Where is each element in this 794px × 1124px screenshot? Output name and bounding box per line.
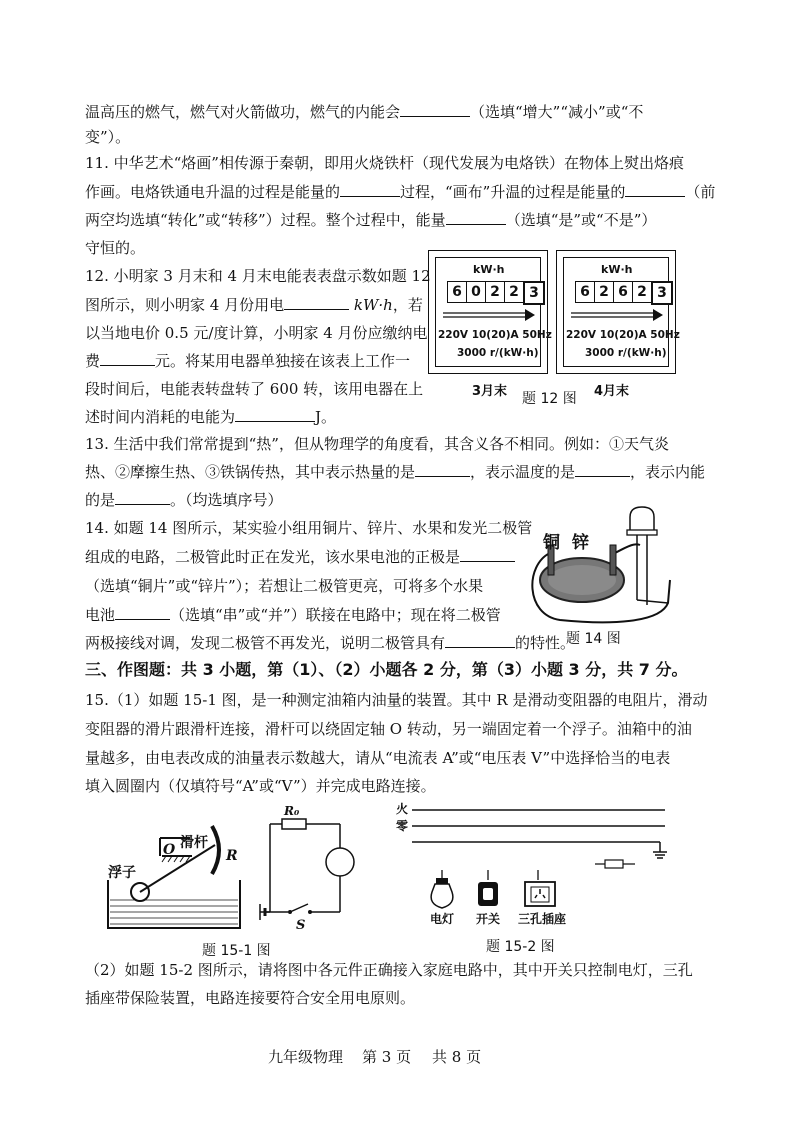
section-heading: 三、作图题：共 3 小题，第（1）、（2）小题各 2 分，第（3）小题 3 分，共 7 分。: [85, 660, 688, 679]
oil-tank-figure: [100, 800, 360, 940]
meter-arrow: [429, 305, 547, 325]
figure-caption-15-1: 题 15-1 图: [202, 943, 271, 959]
q14-line4: 电池 （选填“串”或“并”）联接在电路中；现在将二极管: [85, 606, 501, 624]
q11-line2: 作画。电烙铁通电升温的过程是能量的 过程，“画布”升温的过程是能量的 （前: [85, 183, 716, 201]
q12-line6: 述时间内消耗的电能为 J。: [85, 408, 337, 426]
q11-line4: 守恒的。: [85, 239, 146, 257]
q15-p2-line1: （2）如题 15-2 图所示，请将图中各元件正确接入家庭电路中，其中开关只控制电灯，三孔: [85, 961, 693, 979]
q12-line4: 费 元。将某用电器单独接在该表上工作一: [85, 352, 411, 370]
label-switch-S: S: [296, 918, 306, 933]
q13-line2: 热、②摩擦生热、③铁锅传热，其中表示热量的是 ，表示温度的是 ，表示内能: [85, 463, 706, 481]
answer-blank[interactable]: [415, 462, 470, 477]
answer-blank[interactable]: [460, 547, 515, 562]
energy-meter-march: kW·h 6 0 2 2 3 220V 10(20)A 50Hz 3000 r/(kW·h): [428, 250, 548, 374]
q15-p1-line1: 15.（1）如题 15-1 图，是一种测定油箱内油量的装置。其中 R 是滑动变阻器的电阻片，滑动: [85, 691, 708, 709]
label-zinc: 锌: [572, 533, 589, 553]
q12-line3: 以当地电价 0.5 元/度计算，小明家 4 月份应缴纳电: [85, 324, 428, 342]
q13-line3: 的是 。（均选填序号）: [85, 491, 283, 509]
energy-meter-april: kW·h 6 2 6 2 3 220V 10(20)A 50Hz 3000 r/(kW·h): [556, 250, 676, 374]
figure-caption-15-2: 题 15-2 图: [486, 939, 555, 955]
figure-caption-14: 题 14 图: [566, 631, 621, 647]
q10-line1: 温高压的燃气，燃气对火箭做功，燃气的内能会 （选填“增大”“减小”或“不: [85, 103, 644, 121]
q14-line3: （选填“铜片”或“锌片”）；若想让二极管更亮，可将多个水果: [85, 577, 484, 595]
q15-p1-line4: 填入圆圈内（仅填符号“A”或“V”）并完成电路连接。: [85, 777, 436, 795]
answer-blank[interactable]: [100, 351, 155, 366]
q15-p1-line2: 变阻器的滑片跟滑杆连接，滑杆可以绕固定轴 O 转动，另一端固定着一个浮子。油箱中的油: [85, 720, 692, 738]
label-copper: 铜: [543, 533, 560, 553]
caption-march: 3月末: [472, 384, 508, 399]
label-switch: 开关: [476, 912, 501, 926]
meter-digits: 6 0 2 2 3: [447, 281, 544, 305]
caption-april: 4月末: [594, 384, 630, 399]
footer-subject: 九年级物理: [268, 1048, 344, 1066]
q12-line2: 图所示，则小明家 4 月份用电 kW·h，若: [85, 296, 423, 314]
footer-total: 共 8 页: [432, 1048, 482, 1066]
answer-blank[interactable]: [115, 490, 170, 505]
figure-caption-12: 题 12 图: [522, 391, 577, 407]
label-socket: 三孔插座: [518, 912, 567, 926]
label-lamp: 电灯: [430, 912, 455, 926]
answer-blank[interactable]: [115, 605, 170, 620]
q15-p1-line3: 量越多，由电表改成的油量表示数越大，请从“电流表 A”或“电压表 V”中选择恰当的电表: [85, 749, 671, 767]
label-float: 浮子: [108, 865, 136, 881]
label-rod: 滑杆: [180, 835, 208, 851]
answer-blank[interactable]: [445, 633, 515, 648]
q12-line1: 12. 小明家 3 月末和 4 月末电能表表盘示数如题 12: [85, 267, 431, 285]
answer-blank[interactable]: [625, 182, 685, 197]
q10-line2: 变”）。: [85, 128, 131, 146]
q14-line1: 14. 如题 14 图所示，某实验小组用铜片、锌片、水果和发光二极管: [85, 519, 533, 537]
fruit-battery-figure: [520, 505, 690, 635]
label-neutral-wire: 零: [396, 819, 409, 833]
answer-blank[interactable]: [235, 407, 315, 422]
q15-p2-line2: 插座带保险装置，电路连接要符合安全用电原则。: [85, 989, 416, 1007]
footer-page: 第 3 页: [362, 1048, 412, 1066]
answer-blank[interactable]: [446, 210, 506, 225]
label-pivot-O: O: [163, 842, 176, 858]
label-R: R: [226, 848, 238, 864]
label-R0: R₀: [284, 804, 300, 818]
q11-line1: 11. 中华艺术“烙画”相传源于秦朝，即用火烧铁杆（现代发展为电烙铁）在物体上熨出烙痕: [85, 154, 684, 172]
q13-line1: 13. 生活中我们常常提到“热”，但从物理学的角度看，其含义各不相同。例如：①天气炎: [85, 435, 669, 453]
answer-blank[interactable]: [575, 462, 630, 477]
answer-blank[interactable]: [340, 182, 400, 197]
meter-digits: 6 2 6 2 3: [575, 281, 672, 305]
answer-blank[interactable]: [284, 295, 349, 310]
label-live-wire: 火: [396, 802, 409, 816]
q14-line2: 组成的电路，二极管此时正在发光，该水果电池的正极是: [85, 547, 515, 567]
answer-blank[interactable]: [400, 102, 470, 117]
q11-line3: 两空均选填“转化”或“转移”）过程。整个过程中，能量 （选填“是”或“不是”）: [85, 211, 657, 229]
q14-line5: 两极接线对调，发现二极管不再发光，说明二极管具有 的特性。: [85, 634, 576, 652]
q12-line5: 段时间后，电能表转盘转了 600 转，该用电器在上: [85, 380, 424, 398]
meter-arrow: [557, 305, 675, 325]
